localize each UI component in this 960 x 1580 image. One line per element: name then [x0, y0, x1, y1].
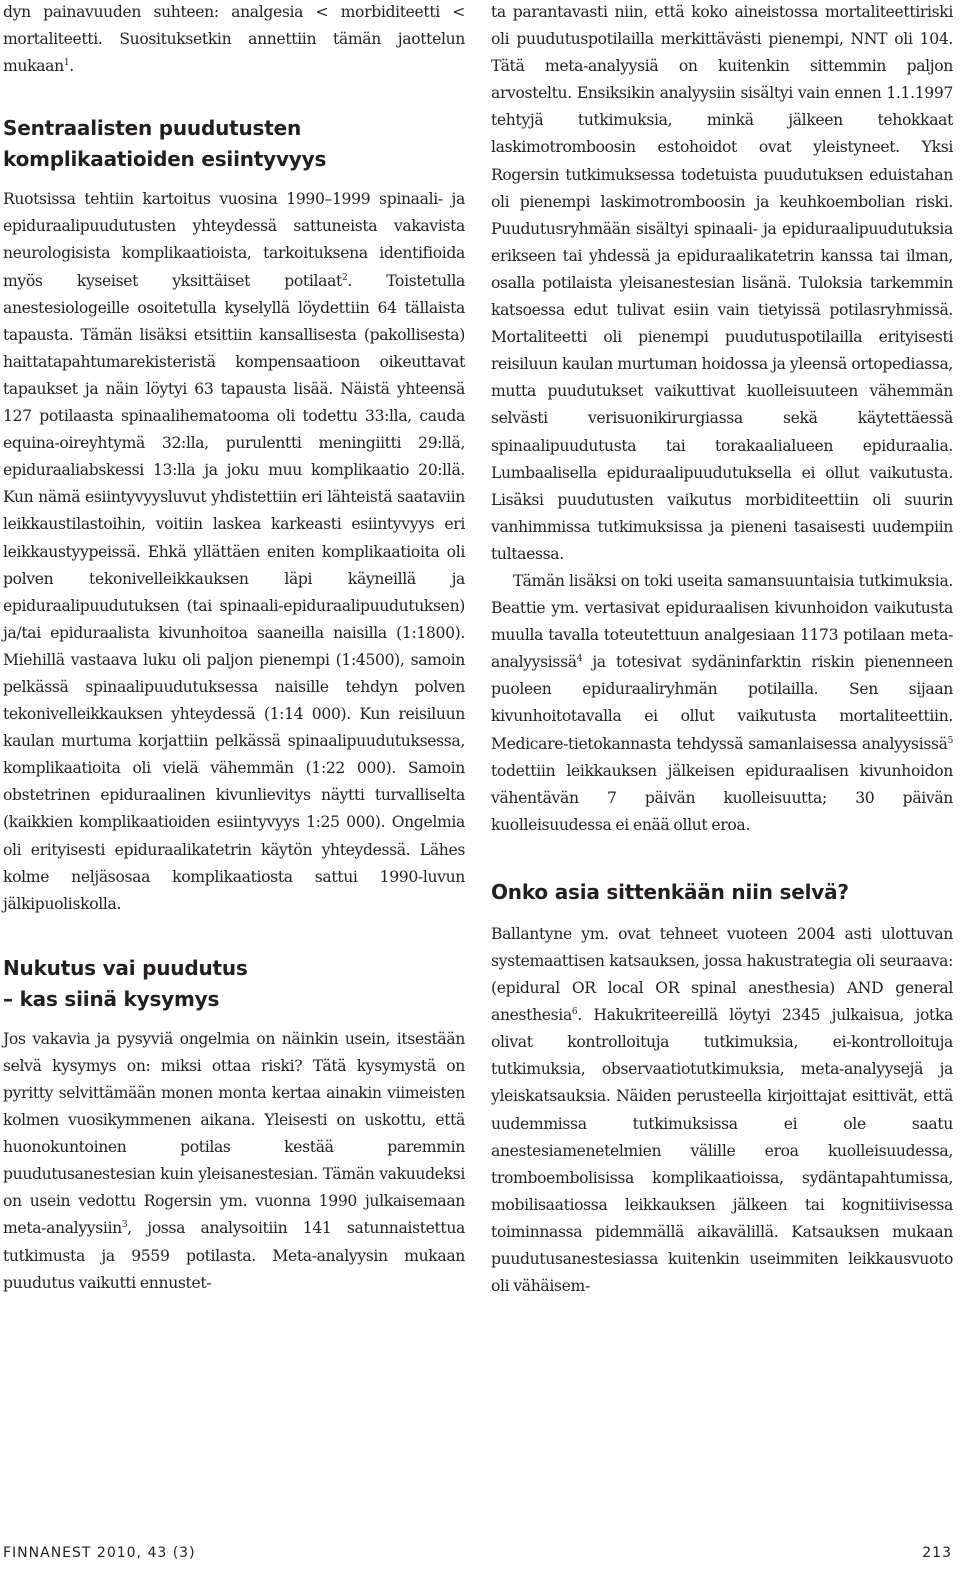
heading-is-it-clear: Onko asia sittenkään niin selvä? [491, 879, 849, 904]
left-column [3, 0, 465, 1297]
paragraph-other-studies: Tämän lisäksi on toki useita samansuuntaisia tutkimuksia. Beattie ym. vertasivat epiduraalisen kivunhoidon vaikutusta muulla tavalla toteutettuun analgesiaan 1173 potilaan meta-analyysissä$^4$ ja totesivat sydäninfarktin riskin pienenneen puoleen epiduraaliryhmän potilailla. Sen sijaan kivunhoitotavalla ei ollut vaikutusta mortaliteettiin. Medicare-tietokannasta tehdyssä samanlaisessa analyysissä$^5$ todettiin leikkauksen jälkeisen epiduraalisen kivunhoidon vähentävän 7 päivän kuolleisuutta; 30 päivän kuolleisuudessa ei enää ollut eroa. [491, 571, 953, 834]
journal-footer: FINNANEST 2010, 43 (3) [3, 1545, 196, 1561]
paragraph-ballantyne-review: Ballantyne ym. ovat tehneet vuoteen 2004 asti ulottuvan systemaattisen katsauksen, jossa hakustrategia oli seuraava: (epidural OR local OR spinal anesthesia) AND general anesthesia$^6$. Hakukriteereillä löytyi 2345 julkaisua, jotka olivat kontrolloituja tutkimuksia, ei-kontrolloituja tutkimuksia, observaatiotutkimuksia, meta-analyysejä ja yleiskatsauksia. Näiden perusteella kirjoittajat esittivät, että uudemmissa tutkimuksissa ei ole saatu anestesiamenetelmien välille eroa kuolleisuudessa, tromboembolisissa komplikaatioissa, sydäntapahtumissa, mobilisaatiossa leikkauksen jälkeen tai kognitiivisessa toiminnassa pidemmällä aikavälillä. Katsauksen mukaan puudutusanestesiassa kuitenkin useimmiten leikkausvuoto oli vähäisem- [491, 924, 953, 1296]
heading-complication-incidence: Sentraalisten puudutusten komplikaatioiden esiintyvyys [3, 116, 327, 172]
right-column [491, 0, 953, 1300]
paragraph-sweden-survey: Ruotsissa tehtiin kartoitus vuosina 1990–1999 spinaali- ja epiduraalipuudutusten yhteydessä sattuneista vakavista neurologisista komplikaatioista, tarkoituksena identifioida myös kyseiset yksittäiset potilaat$^2$. Toistetulla anestesiologeille osoitetulla kyselyllä löydettiin 64 tällaista tapausta. Tämän lisäksi etsittiin kansallisesta (pakollisesta) haittatapahtumarekisteristä kompensaatioon oikeuttavat tapaukset ja näin löytyi 63 tapausta lisää. Näistä yhteensä 127 potilaasta spinaalihematooma oli todettu 33:lla, cauda equina-oireyhtymä 32:lla, purulentti meningiitti 29:llä, epiduraaliabskessi 13:lla ja joku muu komplikaatio 20:llä. Kun nämä esiintyvyysluvut yhdistettiin eri lähteistä saataviin leikkaustilastoihin, voitiin laskea karkeasti esiintyvyys eri leikkaustyypeissä. Ehkä yllättäen eniten komplikaatioita oli polven tekonivelleikkauksen läpi käyneillä ja epiduraalipuudutuksen (tai spinaali-epiduraalipuudutuksen) ja/tai epiduraalista kivunhoitoa saaneilla naisilla (1:1800). Miehillä vastaava luku oli paljon pienempi (1:4500), samoin pelkässä spinaalipuudutuksessa naisille tehdyn polven tekonivelleikkauksen yhteydessä (1:14 000). Kun reisiluun kaulan murtuma korjattiin pelkässä spinaalipuudutuksessa, komplikaatioita oli vielä vähemmän (1:22 000). Samoin obstetrinen epiduraalinen kivunlievitys näytti turvalliselta (kaikkien komplikaatioiden esiintyvyys 1:25 000). Ongelmia oli erityisesti epiduraalikatetrin käytön yhteydessä. Lähes kolme neljäsosaa komplikaatiosta sattui 1990-luvun jälkipuoliskolla. [3, 190, 465, 913]
heading-general-vs-regional: Nukutus vai puudutus – kas siinä kysymys [3, 955, 248, 1011]
page-number: 213 [922, 1545, 952, 1561]
paragraph-intro-end: dyn painavuuden suhteen: analgesia < morbiditeetti < mortaliteetti. Suosituksetkin annettiin tämän jaottelun mukaan$^1$. [3, 3, 465, 76]
paragraph-meta-analysis-critique: ta parantavasti niin, että koko aineistossa mortaliteettiriski oli puudutuspotilailla merkittävästi pienempi, NNT oli 104. Tätä meta-analyysiä on kuitenkin sittemmin paljon arvosteltu. Ensiksikin analyysiin sisältyi vain ennen 1.1.1997 tehtyjä tutkimuksia, minkä jälkeen tehokkaat laskimotromboosin estohoidot ovat yleistyneet. Yksi Rogersin tutkimuksessa todetuista puudutuksen eduistahan oli pienempi laskimotromboosin ja keuhkoembolian riski. Puudutusryhmään sisältyi spinaali- ja epiduraalipuudutuksia erikseen tai yhdessä ja epiduraalikatetrin kanssa tai ilman, osalla potilaista yleisanestesian lisänä. Tuloksia tarkemmin katsoessa edut tulivat esiin vain tietyissä potilasryhmissä. Mortaliteetti oli pienempi puudutuspotilailla erityisesti reisiluun kaulan murtuman hoidossa ja yleensä ortopediassa, mutta puudutukset vaikuttivat kuolleisuuteen vähemmän selvästi verisuonikirurgiassa sekä käytettäessä spinaalipuudutusta tai torakaalialueen epiduraalia. Lumbaalisella epiduraalipuudutuksella ei ollut vaikutusta. Lisäksi puudutusten vaikutus morbiditeettiin oli suurin vanhimmissa tutkimuksissa ja pieneni tasaisesti uudempiin tultaessa. [491, 3, 953, 563]
paragraph-why-risk: Jos vakavia ja pysyviä ongelmia on näinkin usein, itsestään selvä kysymys on: miksi ottaa riski? Tätä kysymystä on pyritty selvittämään monen monta kertaa ainakin viimeisten kolmen vuosikymmenen aikana. Yleisesti on uskottu, että huonokuntoinen potilas kestää paremmin puudutusanestesian kuin yleisanestesian. Tämän vakuudeksi on usein vedottu Rogersin ym. vuonna 1990 julkaisemaan meta-analyysiin$^3$, jossa analysoitiin 141 satunnaistettua tutkimusta ja 9559 potilasta. Meta-analyysin mukaan puudutus vaikutti ennustet- [3, 1029, 465, 1292]
